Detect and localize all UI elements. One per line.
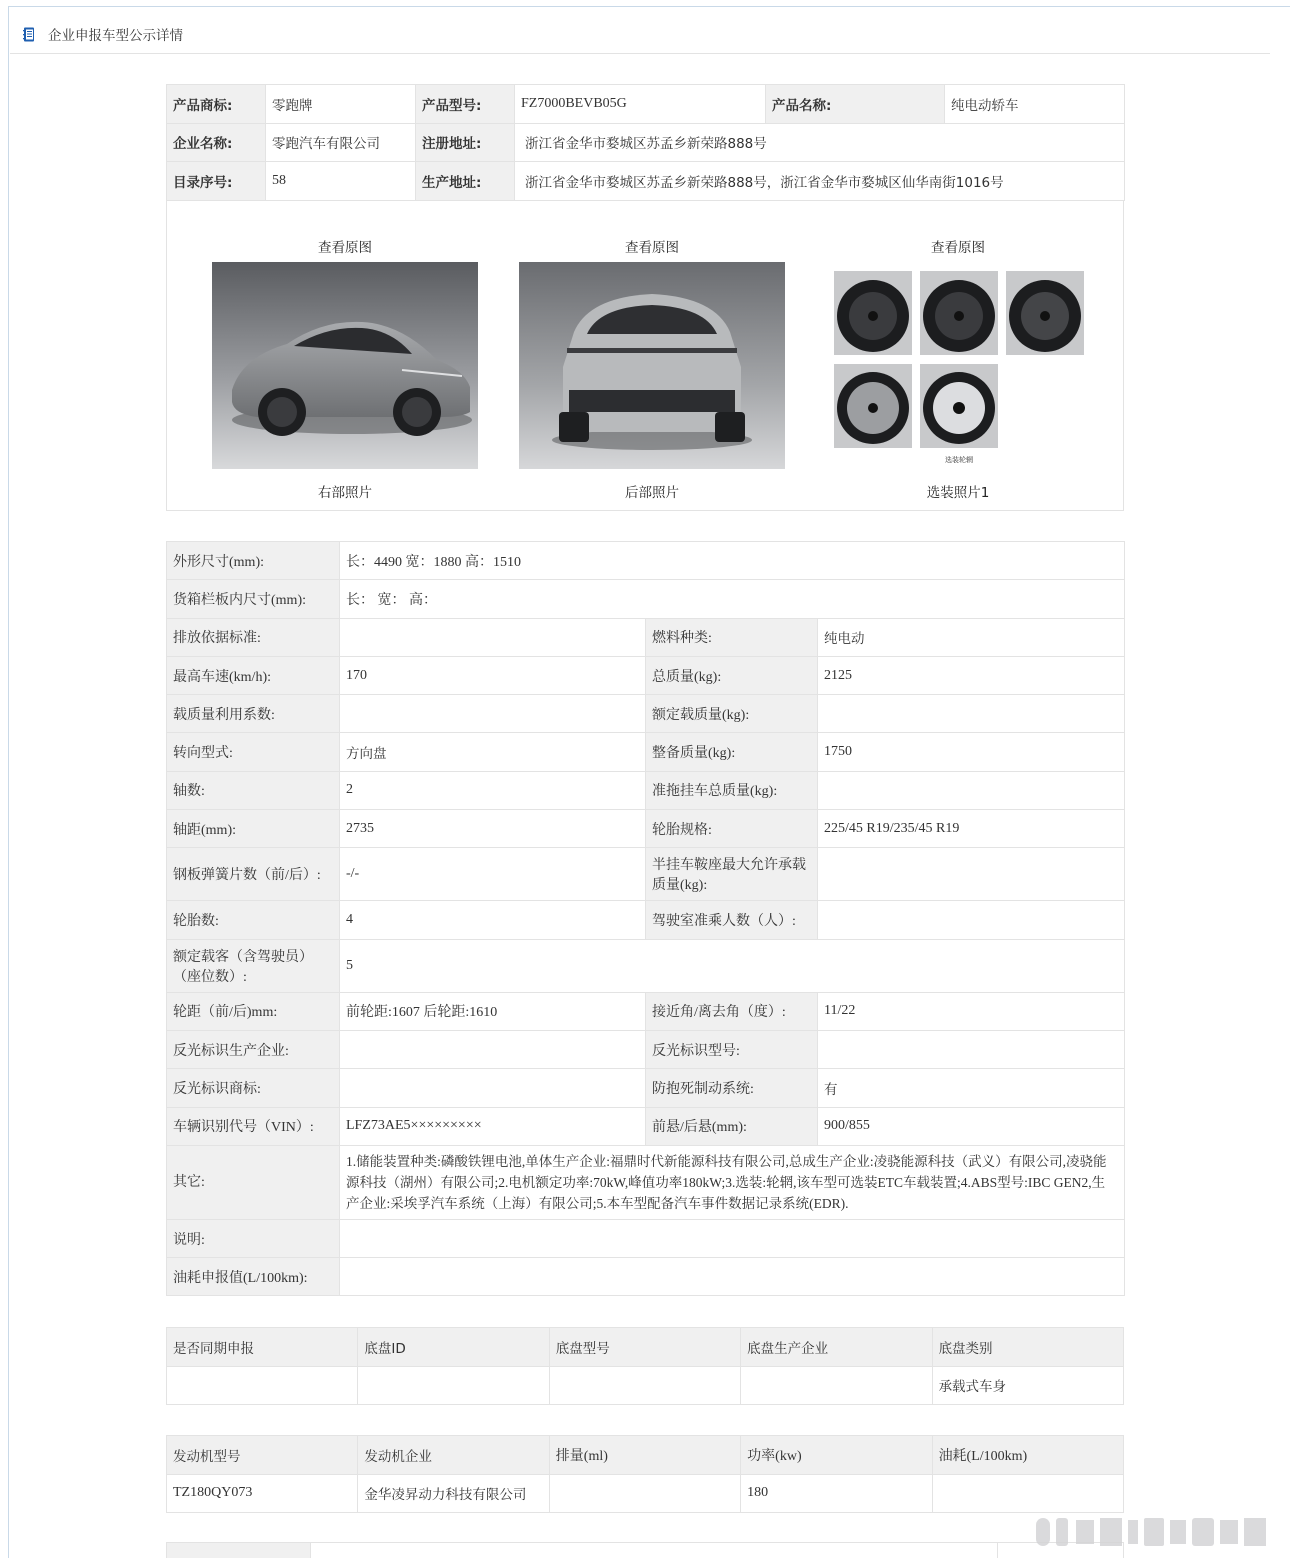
angle-label: 接近角/离去角（度）: (646, 992, 818, 1030)
total-mass-label: 总质量(kg): (646, 656, 818, 694)
table-row (167, 771, 1125, 809)
brand-label: 产品商标: (167, 85, 266, 124)
prod-address-label: 生产地址: (416, 162, 515, 201)
reg-address-value: 浙江省金华市婺城区苏孟乡新荣路888号 (515, 123, 1125, 162)
table-row (167, 1258, 1125, 1296)
curb-value: 1750 (818, 733, 1125, 771)
catalog-label: 目录序号: (167, 162, 266, 201)
column-header: 底盘类别 (932, 1328, 1123, 1367)
table-row (167, 656, 1125, 694)
next-table-label-cell (167, 1543, 311, 1558)
dims-label: 外形尺寸(mm): (167, 542, 340, 580)
speed-label: 最高车速(km/h): (167, 656, 340, 694)
table-cell: 180 (741, 1474, 932, 1513)
table-row (167, 580, 1125, 618)
column-header: 是否同期申报 (167, 1328, 358, 1367)
rated-load-value (818, 695, 1125, 733)
optional-rims-photo[interactable] (825, 262, 1091, 469)
reg-address-label: 注册地址: (416, 123, 515, 162)
table-cell: 承载式车身 (932, 1366, 1123, 1405)
table-row (167, 1145, 1125, 1219)
table-row (167, 1069, 1125, 1107)
table-cell (167, 1366, 358, 1405)
overhang-label: 前悬/后悬(mm): (646, 1107, 818, 1145)
saddle-label: 半挂车鞍座最大允许承载质量(kg): (646, 848, 818, 901)
rated-load-label: 额定载质量(kg): (646, 695, 818, 733)
cargo-value: 长： 宽： 高： (340, 580, 1125, 618)
other-label: 其它: (167, 1145, 340, 1219)
optional-rims-inner-caption: 选装轮辋 (945, 456, 973, 464)
column-header: 油耗(L/100km) (932, 1436, 1123, 1475)
column-header: 发动机型号 (167, 1436, 358, 1475)
table-cell (549, 1366, 740, 1405)
spring-label: 钢板弹簧片数（前/后）: (167, 848, 340, 901)
product-name-label: 产品名称: (766, 85, 945, 124)
column-header: 底盘型号 (549, 1328, 740, 1367)
speed-value: 170 (340, 656, 646, 694)
watermark-logo (1030, 1508, 1290, 1558)
engine-table (166, 1435, 1124, 1513)
tire-label: 轮胎规格: (646, 810, 818, 848)
load-coef-label: 载质量利用系数: (167, 695, 340, 733)
tire-value: 225/45 R19/235/45 R19 (818, 810, 1125, 848)
table-header-row (167, 1436, 1124, 1475)
reflect-maker-value (340, 1030, 646, 1068)
total-mass-value: 2125 (818, 656, 1125, 694)
table-row (167, 695, 1125, 733)
other-value: 1.储能装置种类:磷酸铁锂电池,单体生产企业:福鼎时代新能源科技有限公司,总成生产企业:凌骁能源科技（武义）有限公司,凌骁能源科技（湖州）有限公司;2.电机额定功率:70kW,峰值功率180kW;3.选装:轮辋,该车型可选装ETC车载装置;4.ABS型号:IBC GEN2,生产企业:采埃孚汽车系统（上海）有限公司;5.本车型配备汽车事件数据记录系统(EDR). (340, 1145, 1125, 1219)
rear-photo-caption: 后部照片 (625, 485, 679, 501)
table-row (167, 1219, 1125, 1257)
track-value: 前轮距:1607 后轮距:1610 (340, 992, 646, 1030)
table-header-row (167, 1328, 1124, 1367)
table-cell: TZ180QY073 (167, 1474, 358, 1513)
cab-label: 驾驶室准乘人数（人）: (646, 901, 818, 939)
reflect-model-value (818, 1030, 1125, 1068)
view-original-link[interactable]: 查看原图 (931, 240, 985, 256)
photo-section (166, 200, 1124, 511)
note-value (340, 1219, 1125, 1257)
table-row (167, 1366, 1124, 1405)
column-header: 发动机企业 (358, 1436, 549, 1475)
wheelbase-label: 轴距(mm): (167, 810, 340, 848)
specs-table (166, 541, 1125, 1296)
trailer-label: 准拖挂车总质量(kg): (646, 771, 818, 809)
fuel-value: 纯电动 (818, 618, 1125, 656)
rear-car-photo[interactable] (519, 262, 785, 469)
basic-info-table (166, 84, 1125, 201)
abs-value: 有 (818, 1069, 1125, 1107)
table-row (167, 1474, 1124, 1513)
cargo-label: 货箱栏板内尺寸(mm): (167, 580, 340, 618)
fuel-label: 燃料种类: (646, 618, 818, 656)
table-row (167, 939, 1125, 992)
prod-address-value: 浙江省金华市婺城区苏孟乡新荣路888号，浙江省金华市婺城区仙华南街1016号 (515, 162, 1125, 201)
table-cell (932, 1474, 1123, 1513)
table-row (167, 901, 1125, 939)
load-coef-value (340, 695, 646, 733)
table-row (167, 733, 1125, 771)
model-label: 产品型号: (416, 85, 515, 124)
table-cell (549, 1474, 740, 1513)
company-value: 零跑汽车有限公司 (266, 123, 416, 162)
table-cell (358, 1366, 549, 1405)
table-row (167, 162, 1125, 201)
vin-value: LFZ73AE5××××××××× (340, 1107, 646, 1145)
emission-label: 排放依据标准: (167, 618, 340, 656)
fuel-cons-value (340, 1258, 1125, 1296)
table-row (167, 542, 1125, 580)
cab-value (818, 901, 1125, 939)
chassis-table (166, 1327, 1124, 1405)
axles-label: 轴数: (167, 771, 340, 809)
catalog-value: 58 (266, 162, 416, 201)
steering-label: 转向型式: (167, 733, 340, 771)
notebook-icon (23, 27, 35, 42)
product-name-value: 纯电动轿车 (945, 85, 1125, 124)
reflect-brand-value (340, 1069, 646, 1107)
table-row (167, 618, 1125, 656)
column-header: 底盘ID (358, 1328, 549, 1367)
vin-label: 车辆识别代号（VIN）: (167, 1107, 340, 1145)
view-original-link[interactable]: 查看原图 (625, 240, 679, 256)
table-row (167, 123, 1125, 162)
tires-count-label: 轮胎数: (167, 901, 340, 939)
view-original-link[interactable]: 查看原图 (318, 240, 372, 256)
page-title: 企业申报车型公示详情 (48, 28, 183, 44)
table-cell (741, 1366, 932, 1405)
note-label: 说明: (167, 1219, 340, 1257)
table-row (167, 85, 1125, 124)
axles-value: 2 (340, 771, 646, 809)
emission-value (340, 618, 646, 656)
fuel-cons-label: 油耗申报值(L/100km): (167, 1258, 340, 1296)
tires-count-value: 4 (340, 901, 646, 939)
reflect-model-label: 反光标识型号: (646, 1030, 818, 1068)
model-value: FZ7000BEVB05G (515, 85, 766, 124)
column-header: 底盘生产企业 (741, 1328, 932, 1367)
table-row (167, 1107, 1125, 1145)
spring-value: -/- (340, 848, 646, 901)
next-table-partial (166, 1542, 1124, 1558)
reflect-maker-label: 反光标识生产企业: (167, 1030, 340, 1068)
overhang-value: 900/855 (818, 1107, 1125, 1145)
next-table-divider (997, 1543, 998, 1558)
table-row (167, 810, 1125, 848)
table-row (167, 1030, 1125, 1068)
company-label: 企业名称: (167, 123, 266, 162)
saddle-value (818, 848, 1125, 901)
right-photo-caption: 右部照片 (318, 485, 372, 501)
brand-value: 零跑牌 (266, 85, 416, 124)
abs-label: 防抱死制动系统: (646, 1069, 818, 1107)
column-header: 功率(kw) (741, 1436, 932, 1475)
angle-value: 11/22 (818, 992, 1125, 1030)
steering-value: 方向盘 (340, 733, 646, 771)
trailer-value (818, 771, 1125, 809)
passengers-value: 5 (340, 939, 1125, 992)
track-label: 轮距（前/后)mm: (167, 992, 340, 1030)
curb-label: 整备质量(kg): (646, 733, 818, 771)
table-row (167, 848, 1125, 901)
right-side-car-photo[interactable] (212, 262, 478, 469)
table-cell: 金华凌昇动力科技有限公司 (358, 1474, 549, 1513)
reflect-brand-label: 反光标识商标: (167, 1069, 340, 1107)
column-header: 排量(ml) (549, 1436, 740, 1475)
table-row (167, 992, 1125, 1030)
passengers-label: 额定载客（含驾驶员）（座位数）: (167, 939, 340, 992)
dims-value: 长：4490 宽：1880 高：1510 (340, 542, 1125, 580)
wheelbase-value: 2735 (340, 810, 646, 848)
page-header (10, 18, 1270, 54)
optional-photo-caption: 选装照片1 (926, 485, 990, 501)
